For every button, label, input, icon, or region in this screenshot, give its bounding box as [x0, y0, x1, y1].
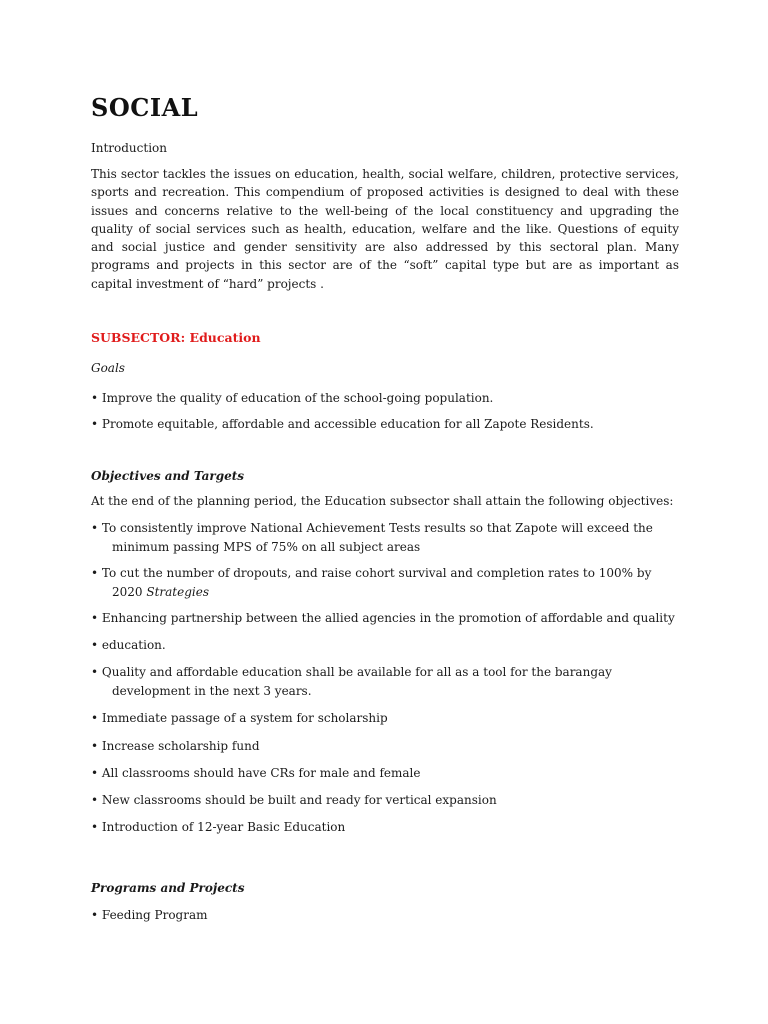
introduction-paragraph	[91, 165, 679, 293]
strategy-line: • Quality and affordable education shall be available for all as a tool for the barangay	[91, 665, 612, 679]
strategy-item: • education.	[91, 638, 166, 652]
strategy-item: • Immediate passage of a system for scholarship	[91, 711, 388, 725]
strategy-item	[91, 663, 612, 700]
strategy-item: • All classrooms should have CRs for male and female	[91, 766, 421, 780]
intro-line: This sector tackles the issues on education, health, social welfare, children, protective services,	[91, 167, 679, 181]
intro-line: and social justice and gender sensitivity are also addressed by this sectoral plan. Many	[91, 240, 679, 255]
strategy-item: • New classrooms should be built and ready for vertical expansion	[91, 793, 497, 807]
objectives-heading: Objectives and Targets	[91, 469, 245, 483]
objective-item	[91, 519, 653, 556]
goal-item: • Improve the quality of education of the school-going population.	[91, 391, 494, 405]
document-title: SOCIAL	[91, 93, 199, 122]
objective-item	[91, 564, 651, 601]
objective-line: • To cut the number of dropouts, and raise cohort survival and completion rates to 100% by	[91, 566, 652, 580]
intro-line: sports and recreation. This compendium of proposed activities is designed to deal with these	[91, 185, 679, 200]
strategy-item: • Increase scholarship fund	[91, 739, 260, 753]
objective-continuation: minimum passing MPS of 75% on all subject areas	[112, 539, 421, 554]
objectives-intro: At the end of the planning period, the Education subsector shall attain the following objectives:	[91, 494, 674, 508]
strategies-label: Strategies	[146, 584, 209, 599]
subsector-heading: SUBSECTOR: Education	[91, 330, 261, 345]
goal-item: • Promote equitable, affordable and accessible education for all Zapote Residents.	[91, 417, 594, 431]
strategy-item: • Introduction of 12-year Basic Education	[91, 820, 346, 834]
intro-line: issues and concerns relative to the well-being of the local constituency and upgrading the	[91, 203, 679, 218]
intro-line: capital investment of “hard” projects .	[91, 276, 324, 291]
strategy-item: • Enhancing partnership between the allied agencies in the promotion of affordable and quality	[91, 611, 675, 625]
intro-line: quality of social services such as health, education, welfare and the like. Questions of equity	[91, 221, 679, 236]
introduction-heading: Introduction	[91, 141, 167, 155]
goals-heading: Goals	[91, 361, 125, 375]
strategy-continuation: development in the next 3 years.	[112, 683, 312, 698]
objective-line: • To consistently improve National Achievement Tests results so that Zapote will exceed the	[91, 521, 653, 535]
program-item: • Feeding Program	[91, 908, 208, 922]
programs-heading: Programs and Projects	[91, 881, 245, 895]
objective-year: 2020	[112, 584, 147, 599]
intro-line: programs and projects in this sector are of the “soft” capital type but are as important as	[91, 258, 679, 273]
objective-continuation	[91, 583, 651, 602]
